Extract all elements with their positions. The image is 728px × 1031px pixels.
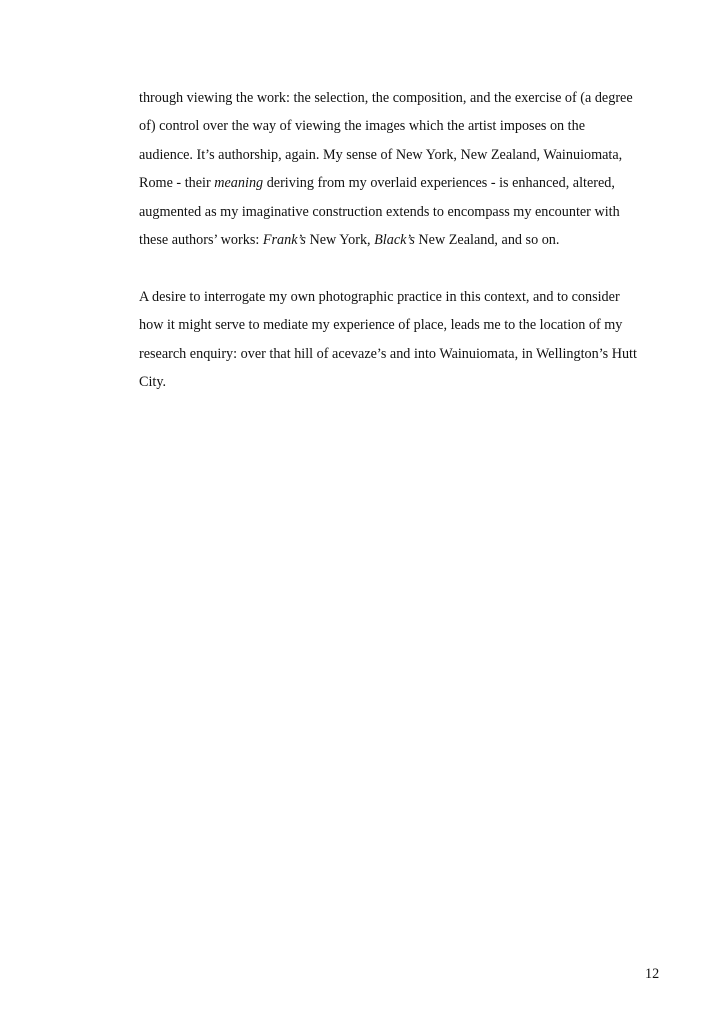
page-number: 12 xyxy=(645,966,660,982)
paragraph-1 xyxy=(139,84,679,254)
text-run: deriving from my overlaid experiences - is enhanced, altered, xyxy=(263,175,615,192)
text-run: New Zealand, and so on. xyxy=(414,232,560,249)
body-text xyxy=(139,84,679,396)
text-line: research enquiry: over that hill of acevaze’s and into Wainuiomata, in Wellington’s Hutt xyxy=(139,345,637,362)
text-line: through viewing the work: the selection, the composition, and the exercise of (a degree xyxy=(139,90,633,106)
text-line xyxy=(139,169,679,197)
text-line xyxy=(139,226,679,254)
italic-term: Black’s xyxy=(374,232,415,249)
italic-term: meaning xyxy=(214,175,264,192)
text-line: audience. It’s authorship, again. My sense of New York, New Zealand, Wainuiomata, xyxy=(139,146,623,163)
text-run: Rome - their xyxy=(139,175,215,192)
text-line: of) control over the way of viewing the images which the artist imposes on the xyxy=(139,118,586,135)
text-line: how it might serve to mediate my experience of place, leads me to the location of my xyxy=(139,317,623,334)
text-line: augmented as my imaginative construction extends to encompass my encounter with xyxy=(139,203,620,220)
text-run: New York, xyxy=(305,232,375,249)
text-line: A desire to interrogate my own photographic practice in this context, and to consider xyxy=(139,288,620,305)
italic-term: Frank’s xyxy=(262,232,306,249)
text-run: these authors’ works: xyxy=(139,232,263,249)
text-line: City. xyxy=(139,374,167,391)
paragraph-2 xyxy=(139,283,679,397)
